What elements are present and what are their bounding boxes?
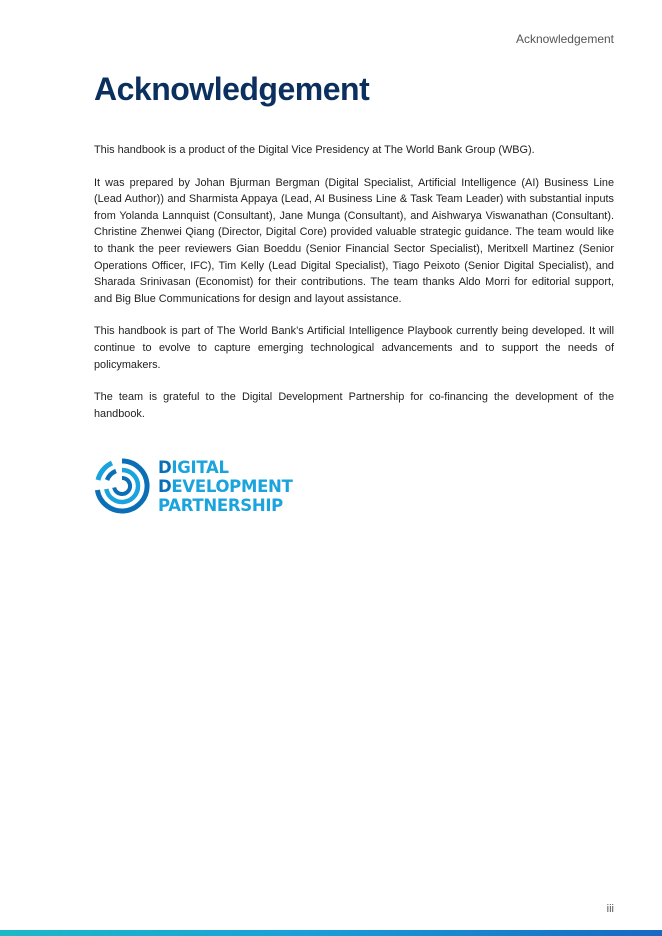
- page-number: iii: [606, 903, 614, 915]
- running-header: Acknowledgement: [515, 32, 614, 46]
- paragraph-financing: The team is grateful to the Digital Development Partnership for co-financing the development of the handbook.: [94, 391, 614, 420]
- logo-text-evelopment: EVELOPMENT: [171, 477, 293, 496]
- logo-initial-d2: D: [158, 477, 172, 496]
- ddp-concentric-arcs-logo-icon: [94, 458, 150, 514]
- logo-line-development: [158, 477, 293, 496]
- paragraph-intro: This handbook is a product of the Digital Vice Presidency at The World Bank Group (WBG).: [94, 144, 535, 156]
- logo-line-partnership: PARTNERSHIP: [158, 496, 283, 515]
- logo-line-digital: [158, 458, 293, 477]
- ddp-logo-wordmark: [158, 458, 293, 515]
- ddp-logo: [94, 458, 304, 518]
- paragraph-authors: It was prepared by Johan Bjurman Bergman (Digital Specialist, Artificial Intelligence (AI) Business Line (Lead Author)) and Sharmista Appaya (Lead, AI Business Line & Task Team Leader) with substantial inputs from Yolanda Lannquist (Consultant), Jane Munga (Consultant), and Aishwarya Viswanathan (Consultant). Christine Zhenwei Qiang (Director, Digital Core) provided valuable strategic guidance. The team would like to thank the peer reviewers Gian Boeddu (Senior Financial Sector Specialist), Meritxell Martinez (Senior Operations Officer, IFC), Tim Kelly (Lead Digital Specialist), Tiago Peixoto (Senior Digital Specialist), and Sharada Srinivasan (Economist) for their contributions. The team thanks Aldo Morri for editorial support, and Big Blue Communications for design and layout assistance.: [94, 176, 614, 305]
- paragraph-playbook: This handbook is part of The World Bank’s Artificial Intelligence Playbook currently being developed. It will continue to evolve to capture emerging technological advancements and to support the needs of policymakers.: [94, 325, 614, 371]
- footer-gradient-bar: [0, 930, 662, 936]
- page-title: Acknowledgement: [94, 71, 370, 107]
- body-text: [94, 142, 614, 438]
- logo-text-igital: IGITAL: [171, 458, 229, 477]
- logo-initial-d1: D: [158, 458, 172, 477]
